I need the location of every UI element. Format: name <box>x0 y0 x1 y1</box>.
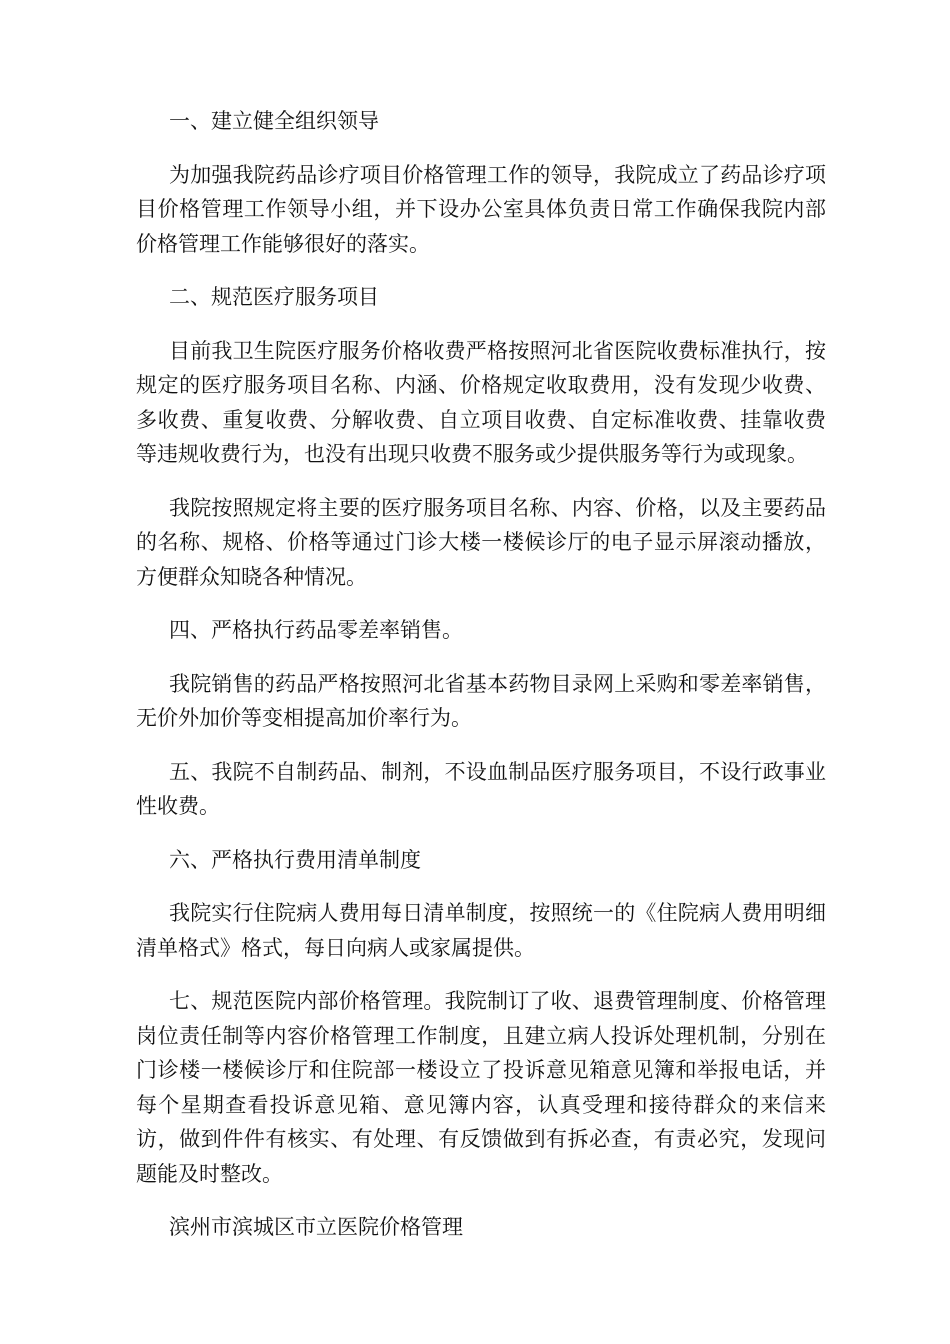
paragraph-4: 我院销售的药品严格按照河北省基本药物目录网上采购和零差率销售，无价外加价等变相提高加价率行为。 <box>136 671 826 730</box>
document-page <box>136 104 826 1264</box>
paragraph-5: 五、我院不自制药品、制剂，不设血制品医疗服务项目，不设行政事业性收费。 <box>136 759 826 818</box>
paragraph-1: 为加强我院药品诊疗项目价格管理工作的领导，我院成立了药品诊疗项目价格管理工作领导小组，并下设办公室具体负责日常工作确保我院内部价格管理工作能够很好的落实。 <box>136 162 826 256</box>
paragraph-3: 我院按照规定将主要的医疗服务项目名称、内容、价格，以及主要药品的名称、规格、价格等通过门诊大楼一楼候诊厅的电子显示屏滚动播放，方便群众知晓各种情况。 <box>136 495 826 589</box>
paragraph-2: 目前我卫生院医疗服务价格收费严格按照河北省医院收费标准执行，按规定的医疗服务项目名称、内涵、价格规定收取费用，没有发现少收费、多收费、重复收费、分解收费、自立项目收费、自定标准收费、挂靠收费等违规收费行为，也没有出现只收费不服务或少提供服务等行为或现象。 <box>136 338 826 466</box>
paragraph-7: 七、规范医院内部价格管理。我院制订了收、退费管理制度、价格管理岗位责任制等内容价格管理工作制度，且建立病人投诉处理机制，分别在门诊楼一楼候诊厅和住院部一楼设立了投诉意见箱意见簿和举报电话，并每个星期查看投诉意见箱、意见簿内容，认真受理和接待群众的来信来访，做到件件有核实、有处理、有反馈做到有拆必查，有责必究，发现问题能及时整改。 <box>136 989 826 1186</box>
heading-4: 四、严格执行药品零差率销售。 <box>169 618 463 642</box>
heading-2: 二、规范医疗服务项目 <box>169 285 379 309</box>
heading-1: 一、建立健全组织领导 <box>169 109 379 133</box>
heading-6: 六、严格执行费用清单制度 <box>169 847 421 872</box>
paragraph-6: 我院实行住院病人费用每日清单制度，按照统一的《住院病人费用明细清单格式》格式，每日向病人或家属提供。 <box>136 901 826 960</box>
closing-line: 滨州市滨城区市立医院价格管理 <box>169 1215 463 1239</box>
